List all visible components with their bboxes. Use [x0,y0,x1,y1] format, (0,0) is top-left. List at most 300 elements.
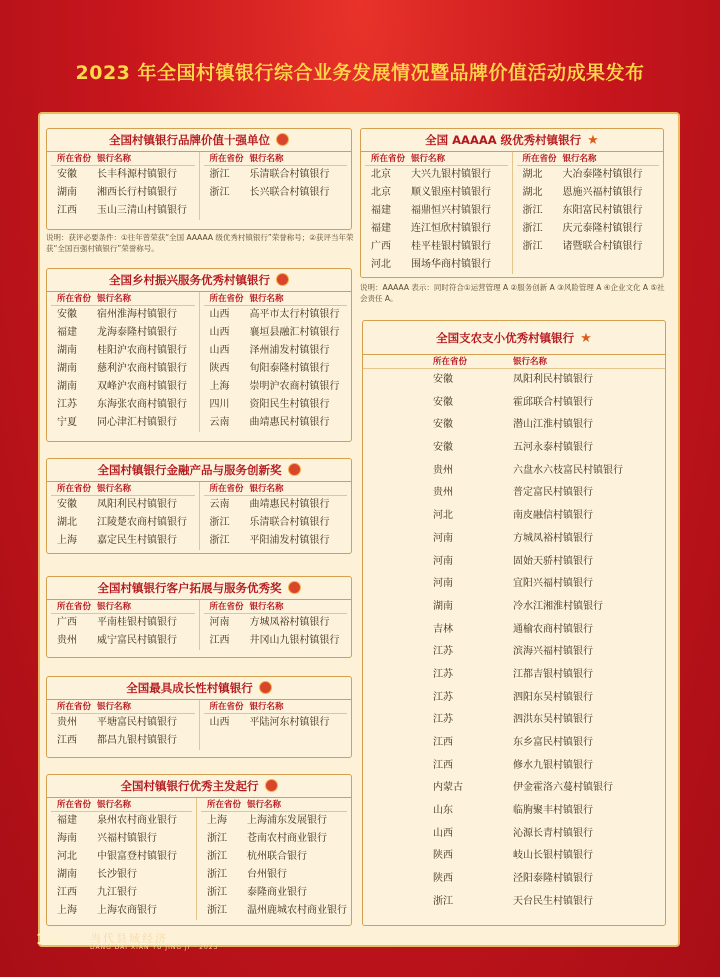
province-header: 所在省份 [207,800,242,810]
medal-icon [288,463,301,476]
province-cell: 安徽 [57,309,77,320]
bank-cell: 上海浦东发展银行 [247,815,327,826]
bank-cell: 上海农商银行 [97,905,157,916]
table-row [363,551,665,574]
table-row [365,184,508,202]
bank-cell: 泰隆商业银行 [247,887,307,898]
medal-icon [265,779,278,792]
province-cell: 浙江 [522,223,543,234]
bank-cell: 旬阳泰隆村镇银行 [249,363,330,374]
province-cell: 江西 [433,759,453,771]
bank-cell: 长兴联合村镇银行 [249,187,330,198]
left-column [47,152,199,220]
title-text: 全国村镇银行品牌价值十强单位 [109,133,270,147]
bank-cell: 资阳民生村镇银行 [249,399,330,410]
table-row [204,360,348,378]
bank-cell: 乐清联合村镇银行 [249,169,330,180]
province-cell: 江苏 [433,668,453,680]
box-title [363,321,665,355]
table-row [51,306,195,324]
province-cell: 福建 [371,223,391,234]
left-column [361,152,512,274]
bank-cell: 温州鹿城农村商业银行 [247,905,347,916]
table-row [201,884,347,902]
table-row [201,848,347,866]
bank-cell: 方城凤裕村镇银行 [249,617,330,628]
bank-cell: 恩施兴福村镇银行 [562,187,643,198]
box-customer [46,576,352,658]
province-cell: 陕西 [209,363,230,374]
bank-cell: 庆元泰隆村镇银行 [562,223,643,234]
bank-header: 银行名称 [513,357,548,367]
box-title [47,459,351,482]
bank-cell: 东海张农商村镇银行 [97,399,187,410]
bank-cell: 潜山江淮村镇银行 [513,419,593,431]
right-column [199,482,352,550]
table-row [51,166,195,184]
bank-cell: 泉州农村商业银行 [97,815,177,826]
province-cell: 吉林 [433,623,453,635]
province-header: 所在省份 [209,294,244,304]
bank-cell: 围场华商村镇银行 [411,259,491,270]
table-row [517,238,660,256]
province-cell: 湖南 [57,869,77,880]
table-row [204,614,348,632]
province-cell: 上海 [57,905,77,916]
bank-cell: 连江恒欣村镇银行 [411,223,491,234]
column-header-row [204,482,348,496]
province-cell: 湖南 [57,187,77,198]
bank-cell: 东乡富民村镇银行 [513,737,593,748]
bank-cell: 南皮融信村镇银行 [513,510,593,522]
right-column [199,292,352,432]
right-column [512,152,664,274]
bank-cell: 曲靖惠民村镇银行 [249,499,330,510]
bank-cell: 霍邱联合村镇银行 [513,396,593,408]
bank-cell: 嘉定民生村镇银行 [97,535,177,546]
column-header-row [365,152,508,166]
growth-table [47,700,351,750]
bank-cell: 江都吉银村镇银行 [513,668,593,680]
table-row [204,306,348,324]
title-text: 全国乡村振兴服务优秀村镇银行 [109,273,270,287]
province-header: 所在省份 [433,357,468,367]
table-row [365,238,508,256]
bank-cell: 中银富登村镇银行 [97,851,177,862]
column-header-row [204,292,348,306]
province-cell: 湖北 [522,169,543,180]
table-row [204,324,348,342]
bank-header: 银行名称 [249,602,284,612]
bank-cell: 普定富民村镇银行 [513,487,593,499]
province-header: 所在省份 [209,702,244,712]
province-cell: 山西 [209,309,230,320]
table-row [204,342,348,360]
bank-cell: 宜阳兴福村镇银行 [513,578,593,590]
province-cell: 浙江 [209,169,230,180]
bank-cell: 平南桂银村镇银行 [97,617,177,628]
province-cell: 北京 [371,169,391,180]
bank-cell: 九江银行 [97,887,137,898]
province-cell: 广西 [371,241,391,252]
table-row [363,800,665,823]
column-header-row [204,700,348,714]
province-cell: 安徽 [433,442,453,454]
province-header: 所在省份 [57,294,92,304]
box-brand-top10 [46,128,352,230]
province-header: 所在省份 [371,154,406,164]
bank-cell: 福鼎恒兴村镇银行 [411,205,491,216]
bank-cell: 泗阳东吴村镇银行 [513,691,593,703]
bank-cell: 苍南农村商业银行 [247,833,327,844]
column-header-row [51,292,195,306]
bank-cell: 桂阳沪农商村镇银行 [97,345,187,356]
province-cell: 山西 [209,345,230,356]
bank-cell: 曲靖惠民村镇银行 [249,417,330,428]
province-cell: 四川 [209,399,230,410]
bank-cell: 双峰沪农商村镇银行 [97,381,187,392]
table-row [51,342,195,360]
table-row [51,378,195,396]
bank-cell: 长丰科源村镇银行 [97,169,177,180]
bank-header: 银行名称 [97,294,132,304]
medal-icon [276,273,289,286]
table-row [363,641,665,664]
magazine-name-en: DANG DAI XIAN YU JING JI · 2023 [90,944,219,951]
province-cell: 上海 [207,815,227,826]
province-cell: 浙江 [207,833,227,844]
box-aaaaa [360,128,664,278]
column-header-row [204,152,348,166]
column-header-row [51,152,195,166]
bank-cell: 滨海兴福村镇银行 [513,646,593,658]
table-row [363,437,665,460]
bank-cell: 泗洪东吴村镇银行 [513,714,593,726]
table-row [51,360,195,378]
bank-cell: 井冈山九银村镇银行 [249,635,340,646]
province-cell: 浙江 [522,205,543,216]
table-row [51,532,195,550]
table-row [517,220,660,238]
bank-header: 银行名称 [97,154,132,164]
bank-header: 银行名称 [97,800,132,810]
bank-cell: 凤阳利民村镇银行 [513,374,593,385]
box-zhinong [362,320,666,926]
province-header: 所在省份 [522,154,557,164]
bank-cell: 伊金霍洛六蔓村镇银行 [513,782,613,794]
province-cell: 湖北 [522,187,543,198]
province-cell: 江西 [57,735,77,746]
bank-cell: 凤阳利民村镇银行 [97,499,177,510]
bank-cell: 顺义银座村镇银行 [411,187,491,198]
table-row [51,202,195,220]
table-row [363,505,665,528]
bank-header: 银行名称 [247,800,282,810]
bank-cell: 沁源长青村镇银行 [513,827,593,839]
table-row [201,902,347,920]
bank-header: 银行名称 [97,484,132,494]
table-row [51,732,195,750]
title-text: 全国最具成长性村镇银行 [126,681,253,695]
left-column [47,600,199,650]
province-cell: 贵州 [57,717,77,728]
bank-cell: 平阳浦发村镇银行 [249,535,330,546]
table-row [51,632,195,650]
province-header: 所在省份 [57,484,92,494]
table-row [363,868,665,891]
bank-cell: 江陵楚农商村镇银行 [97,517,187,528]
table-row [363,369,665,392]
bank-header: 银行名称 [249,702,284,712]
bank-cell: 崇明沪农商村镇银行 [249,381,340,392]
province-cell: 北京 [371,187,391,198]
table-row [204,166,348,184]
province-cell: 浙江 [209,187,230,198]
bank-header: 银行名称 [249,484,284,494]
column-header-row [51,482,195,496]
table-row [363,414,665,437]
bank-cell: 湘西长行村镇银行 [97,187,177,198]
province-cell: 浙江 [207,905,227,916]
rural-table [47,292,351,432]
province-header: 所在省份 [209,602,244,612]
table-row [517,202,660,220]
province-cell: 湖南 [57,381,77,392]
table-row [204,378,348,396]
box-title [361,129,663,152]
province-cell: 江西 [57,887,77,898]
right-column [199,152,352,220]
table-row [51,324,195,342]
province-header: 所在省份 [209,484,244,494]
province-cell: 贵州 [57,635,77,646]
star-icon: ★ [587,133,599,148]
province-cell: 河北 [371,259,391,270]
table-row [365,166,508,184]
table-row [363,596,665,619]
province-cell: 贵州 [433,464,453,476]
province-cell: 安徽 [57,169,77,180]
box-growth [46,676,352,758]
bank-cell: 临朐聚丰村镇银行 [513,805,593,817]
box-title [47,129,351,152]
province-header: 所在省份 [57,154,92,164]
bank-cell: 通榆农商村镇银行 [513,623,593,635]
bank-cell: 高平市太行村镇银行 [249,309,340,320]
province-cell: 江西 [209,635,230,646]
magazine-name: 当代县域经济 [90,932,168,945]
table-row [204,714,348,732]
table-row [201,830,347,848]
box-sponsor [46,774,352,926]
page-headline: 2023 年全国村镇银行综合业务发展情况暨品牌价值活动成果发布 [75,62,645,84]
table-row [51,866,192,884]
bank-header: 银行名称 [249,294,284,304]
province-cell: 贵州 [433,487,453,499]
table-row [51,414,195,432]
left-column [47,798,196,920]
bank-header: 银行名称 [249,154,284,164]
bank-cell: 岐山长银村镇银行 [513,850,593,862]
table-row [517,184,660,202]
province-cell: 浙江 [522,241,543,252]
province-cell: 浙江 [207,869,227,880]
table-row [363,664,665,687]
table-row [201,866,347,884]
medal-icon [288,581,301,594]
table-row [363,845,665,868]
province-cell: 湖南 [433,600,453,612]
table-row [363,573,665,596]
province-cell: 安徽 [433,396,453,408]
box-title [47,775,351,798]
bank-cell: 桂平桂银村镇银行 [411,241,491,252]
province-cell: 宁夏 [57,417,77,428]
table-row [204,532,348,550]
table-row [363,619,665,642]
bank-cell: 五河永泰村镇银行 [513,442,593,454]
column-header-row [51,700,195,714]
left-column [47,482,199,550]
table-row [51,614,195,632]
bank-cell: 长沙银行 [97,869,137,880]
title-text: 全国村镇银行金融产品与服务创新奖 [97,463,282,477]
title-text: 全国村镇银行客户拓展与服务优秀奖 [97,581,282,595]
province-cell: 浙江 [433,895,453,907]
bank-cell: 泾阳泰隆村镇银行 [513,873,593,885]
table-row [204,414,348,432]
table-row [365,256,508,274]
box-rural [46,268,352,442]
bank-cell: 诸暨联合村镇银行 [562,241,643,252]
province-cell: 浙江 [207,887,227,898]
bank-header: 银行名称 [562,154,597,164]
table-row [51,714,195,732]
box-title [47,577,351,600]
table-row [365,220,508,238]
finance-table [47,482,351,550]
table-row [51,184,195,202]
bank-cell: 平陆河东村镇银行 [249,717,330,728]
table-row [204,632,348,650]
province-cell: 陕西 [433,850,453,862]
table-row [204,184,348,202]
province-cell: 内蒙古 [433,782,463,794]
sponsor-table [47,798,351,920]
province-cell: 福建 [57,815,77,826]
province-cell: 云南 [209,499,230,510]
table-row [51,812,192,830]
province-header: 所在省份 [57,800,92,810]
table-row [363,755,665,778]
table-row [201,812,347,830]
bank-cell: 都昌九银村镇银行 [97,735,177,746]
box-title [47,677,351,700]
zhinong-table [363,355,665,914]
table-row [363,460,665,483]
table-row [204,496,348,514]
province-cell: 浙江 [209,517,230,528]
column-header-row [51,600,195,614]
province-cell: 江西 [57,205,77,216]
bank-cell: 乐清联合村镇银行 [249,517,330,528]
table-row [51,902,192,920]
table-row [51,396,195,414]
customer-table [47,600,351,650]
table-row [204,396,348,414]
table-row [51,496,195,514]
column-header-row [204,600,348,614]
province-cell: 江苏 [57,399,77,410]
table-row [204,514,348,532]
brand-top10-table [47,152,351,220]
table-row [363,823,665,846]
table-row [51,830,192,848]
province-cell: 江苏 [433,691,453,703]
province-cell: 海南 [57,833,77,844]
bank-cell: 大兴九银村镇银行 [411,169,491,180]
province-cell: 福建 [371,205,391,216]
right-column [199,600,352,650]
table-row [363,687,665,710]
province-cell: 福建 [57,327,77,338]
bank-cell: 同心津汇村镇银行 [97,417,177,428]
province-header: 所在省份 [57,702,92,712]
province-cell: 河南 [433,578,453,590]
box-title [47,269,351,292]
title-text: 全国支农支小优秀村镇银行 [436,331,575,345]
table-row [365,202,508,220]
province-cell: 上海 [209,381,230,392]
province-cell: 浙江 [207,851,227,862]
bank-cell: 东阳富民村镇银行 [562,205,643,216]
bank-cell: 修水九银村镇银行 [513,759,593,771]
bank-header: 银行名称 [411,154,446,164]
bank-cell: 兴福村镇银行 [97,833,157,844]
province-cell: 湖南 [57,363,77,374]
table-row [363,709,665,732]
column-header-row [201,798,347,812]
province-cell: 河南 [433,532,453,544]
table-row [363,777,665,800]
bank-header: 银行名称 [97,602,132,612]
table-row [363,392,665,415]
table-row [363,732,665,755]
bank-cell: 平塘富民村镇银行 [97,717,177,728]
province-header: 所在省份 [57,602,92,612]
bank-cell: 杭州联合银行 [247,851,307,862]
brand-top10-note: 说明：获评必要条件：①往年曾荣获“全国 AAAAA 级优秀村镇银行”荣誉称号；②获评当年荣获“全国百强村镇银行”荣誉称号。 [46,233,354,253]
bank-cell: 大冶泰隆村镇银行 [562,169,643,180]
province-cell: 广西 [57,617,77,628]
bank-cell: 泽州浦发村镇银行 [249,345,330,356]
province-header: 所在省份 [209,154,244,164]
province-cell: 山东 [433,805,453,817]
bank-cell: 玉山三清山村镇银行 [97,205,187,216]
page-number: 120 [36,932,66,948]
column-header-row [363,355,665,369]
medal-icon [276,133,289,146]
province-cell: 河北 [433,510,453,522]
left-column [47,700,199,750]
bank-cell: 龙海泰隆村镇银行 [97,327,177,338]
table-row [51,884,192,902]
table-row [51,514,195,532]
bank-cell: 威宁富民村镇银行 [97,635,177,646]
province-cell: 陕西 [433,873,453,885]
province-cell: 江苏 [433,714,453,726]
right-column [199,700,352,750]
